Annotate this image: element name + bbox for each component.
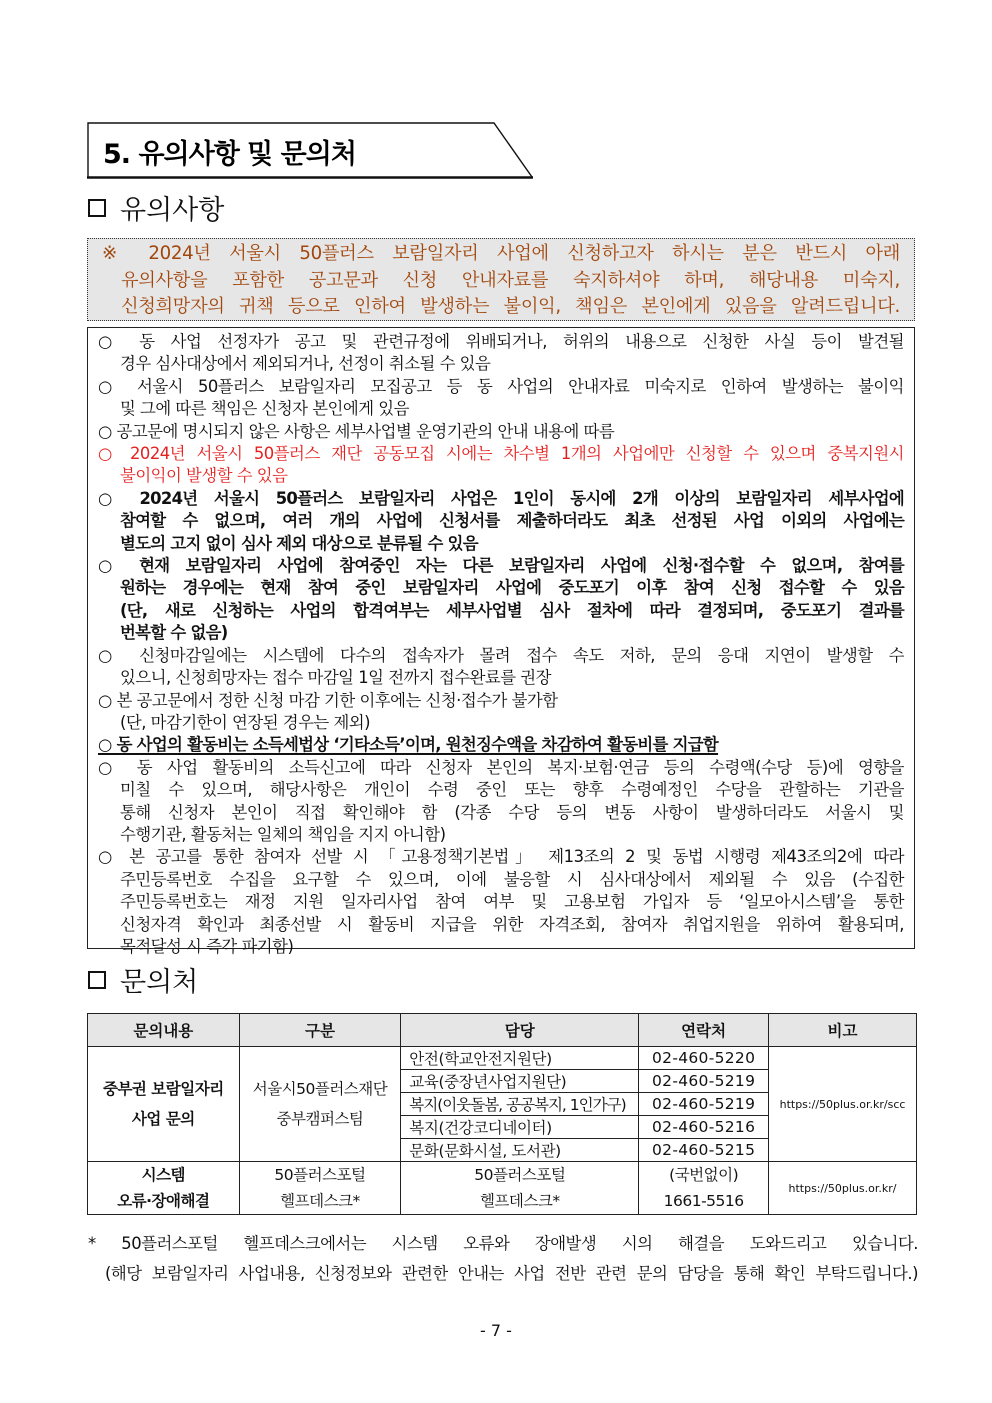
caution-line: ○ 동 사업의 활동비는 소득세법상 ‘기타소득’이며, 원천징수액을 차감하여 활동비를 지급함 [98,735,719,755]
caution-item-bold [98,488,904,555]
caution-line: ○ 현재 보람일자리 사업에 참여중인 자는 다른 보람일자리 사업에 신청·접수할 수 없으며, 참여를 [98,556,904,576]
caution-item [98,421,904,443]
section-header [87,122,533,178]
caution-item [98,331,904,376]
caution-line: 수행기관, 활동처는 일체의 책임을 지지 아니함) [120,824,446,844]
caution-line: ○ 서울시 50플러스 보람일자리 모집공고 등 동 사업의 안내자료 미숙지로 인하여 발생하는 불이익 [98,376,904,396]
inquiry-cell [88,1047,240,1162]
page-number: - 7 - [480,1321,512,1340]
contacts-heading-label: 문의처 [120,967,199,998]
charge-cell: 문화(문화시설, 도서관) [401,1139,639,1162]
footnote [88,1229,918,1289]
note-link[interactable]: https://50plus.or.kr/ [769,1162,917,1215]
caution-line: ○ 2024년 서울시 50플러스 보람일자리 사업은 1인이 동시에 2개 이상의 보람일자리 세부사업에 [98,488,904,508]
table-row [88,1047,917,1070]
phone-text: (국번없이) [669,1166,739,1184]
caution-item-highlight [98,443,904,488]
caution-line: 및 그에 따른 책임은 신청자 본인에게 있음 [120,399,409,419]
caution-line: 원하는 경우에는 현재 참여 중인 보람일자리 사업에 중도포기 이후 참여 신청 접수할 수 있음 [120,578,904,598]
charge-cell: 안전(학교안전지원단) [401,1047,639,1070]
contacts-heading [88,960,198,999]
cautions-heading [88,188,224,227]
caution-line: ○ 본 공고문에서 정한 신청 마감 기한 이후에는 신청·접수가 불가함 [98,690,558,710]
table-header-row [88,1014,917,1047]
charge-cell: 교육(중장년사업지원단) [401,1070,639,1093]
inquiry-cell [88,1162,240,1215]
division-text: 서울시50플러스재단 [252,1080,388,1098]
caution-line: ○ 공고문에 명시되지 않은 사항은 세부사업별 운영기관의 안내 내용에 따름 [98,421,615,441]
caution-item [98,645,904,690]
caution-line: 별도의 고지 없이 심사 제외 대상으로 분류될 수 있음 [120,533,478,553]
phone-cell [639,1162,769,1215]
charge-cell [401,1162,639,1215]
inquiry-text: 오류·장애해결 [117,1192,210,1210]
column-header: 구분 [239,1014,401,1047]
phone-cell: 02-460-5220 [639,1047,769,1070]
square-bullet-icon [88,971,106,989]
square-bullet-icon [88,199,106,217]
caution-item-bold-underlined [98,734,904,756]
section-title: 5. 유의사항 및 문의처 [103,139,356,170]
note-link[interactable]: https://50plus.or.kr/scc [769,1047,917,1162]
inquiry-text: 중부권 보람일자리 [102,1080,224,1098]
caution-line: 주민등록번호는 재정 지원 일자리사업 참여 여부 및 고용보험 가입자 등 ‘일모아시스템’을 통한 [120,892,904,912]
caution-line: 통해 신청자 본인이 직접 확인해야 함 (각종 수당 등의 변동 사항이 발생하더라도 서울시 및 [120,802,904,822]
caution-line: 신청자격 확인과 최종선발 시 활동비 지급을 위한 자격조회, 참여자 취업지원을 위하여 활용되며, [120,914,904,934]
notice-line: 유의사항을 포함한 공고문과 신청 안내자료를 숙지하셔야 하며, 해당내용 미숙지, [121,269,900,291]
caution-line: 경우 심사대상에서 제외되거나, 선정이 취소될 수 있음 [120,354,491,374]
column-header: 비고 [769,1014,917,1047]
caution-line: 불이익이 발생할 수 있음 [120,466,288,486]
division-text: 50플러스포털 [274,1166,366,1184]
division-text: 중부캠퍼스팀 [276,1110,364,1128]
charge-text: 50플러스포털 [474,1166,566,1184]
caution-line: ○ 신청마감일에는 시스템에 다수의 접속자가 몰려 접수 속도 저하, 문의 응대 지연이 발생할 수 [98,645,904,665]
contacts-table [87,1013,917,1215]
cautions-list [87,327,915,956]
caution-line: ○ 동 사업 선정자가 공고 및 관련규정에 위배되거나, 허위의 내용으로 신청한 사실 등이 발견될 [98,332,904,351]
caution-item [98,757,904,847]
caution-line: 미칠 수 있으며, 해당사항은 개인이 수령 중인 또는 향후 수령예정인 수당을 관할하는 기관을 [120,780,904,800]
charge-cell: 복지(이웃돌봄, 공공복지, 1인가구) [401,1093,639,1116]
footnote-line: (해당 보람일자리 사업내용, 신청정보와 관련한 안내는 사업 전반 관련 문의 담당을 통해 확인 부탁드립니다.) [105,1264,918,1283]
caution-line: ○ 2024년 서울시 50플러스 재단 공동모집 시에는 차수별 1개의 사업에만 신청할 수 있으며 중복지원시 [98,444,904,464]
phone-cell: 02-460-5219 [639,1070,769,1093]
caution-item-bold [98,555,904,645]
cautions-heading-label: 유의사항 [120,195,225,226]
caution-line: 번복할 수 없음) [120,623,228,643]
caution-line: 주민등록번호 수집을 요구할 수 있으며, 이에 불응할 시 심사대상에서 제외될 수 있음 (수집한 [120,869,904,889]
caution-line: 목적달성 시 즉각 파기함) [120,936,294,956]
table-row [88,1162,917,1215]
phone-cell: 02-460-5216 [639,1116,769,1139]
caution-line: ○ 동 사업 활동비의 소득신고에 따라 신청자 본인의 복지·보험·연금 등의 수령액(수당 등)에 영향을 [98,757,904,777]
caution-item [98,376,904,421]
inquiry-text: 사업 문의 [131,1110,195,1128]
caution-line: ○ 본 공고를 통한 참여자 선발 시 「고용정책기본법」 제13조의 2 및 동법 시행령 제43조의2에 따라 [98,847,904,867]
column-header: 담당 [401,1014,639,1047]
column-header: 문의내용 [88,1014,240,1047]
caution-line: 있으니, 신청희망자는 접수 마감일 1일 전까지 접수완료를 권장 [120,668,551,688]
caution-item [98,846,904,958]
column-header: 연락처 [639,1014,769,1047]
caution-line: (단, 마감기한이 연장된 경우는 제외) [120,712,371,732]
notice-line: 신청희망자의 귀책 등으로 인하여 발생하는 불이익, 책임은 본인에게 있음을 알려드립니다. [121,296,900,317]
division-cell [239,1047,401,1162]
caution-line: 참여할 수 없으며, 여러 개의 사업에 신청서를 제출하더라도 최초 선정된 사업 이외의 사업에는 [120,511,904,531]
footnote-line: * 50플러스포털 헬프데스크에서는 시스템 오류와 장애발생 시의 해결을 도와드리고 있습니다. [88,1234,918,1253]
inquiry-text: 시스템 [141,1166,186,1184]
charge-text: 헬프데스크* [479,1192,560,1210]
phone-text: 1661-5516 [663,1192,744,1210]
caution-item [98,690,904,735]
caution-line: (단, 새로 신청하는 사업의 합격여부는 세부사업별 심사 절차에 따라 결정되며, 중도포기 결과를 [120,600,904,620]
division-text: 헬프데스크* [280,1192,360,1210]
notice-box [87,238,915,321]
notice-line: ※ 2024년 서울시 50플러스 보람일자리 사업에 신청하고자 하시는 분은 반드시 아래 [102,243,900,264]
phone-cell: 02-460-5215 [639,1139,769,1162]
division-cell [239,1162,401,1215]
charge-cell: 복지(건강코디네이터) [401,1116,639,1139]
phone-cell: 02-460-5219 [639,1093,769,1116]
